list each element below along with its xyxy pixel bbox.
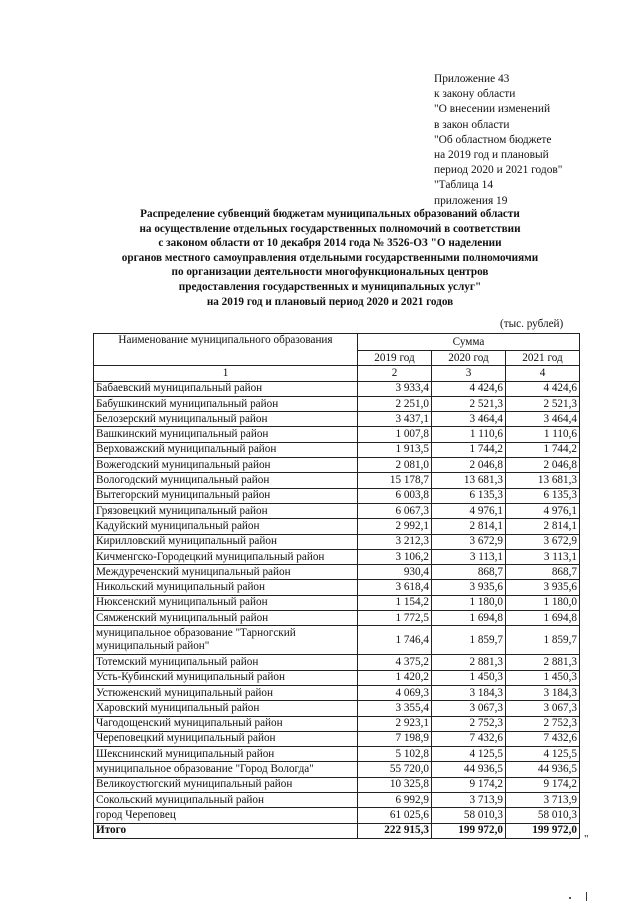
table-row [94, 808, 580, 823]
row-name-text: Великоустюгский муниципальный район [96, 778, 293, 791]
value-y2019: 10 325,8 [358, 777, 432, 792]
appendix-line: Приложение 43 [434, 73, 510, 85]
value-y2021: 4 424,6 [506, 381, 580, 396]
closing-quote: " [584, 833, 589, 845]
row-name-text: Харовский муниципальный район [96, 701, 260, 714]
table-row [94, 701, 580, 716]
row-name [94, 503, 358, 518]
row-name [94, 685, 358, 700]
value-y2020: 3 672,9 [432, 534, 506, 549]
table-row [94, 488, 580, 503]
scan-dot [569, 897, 571, 899]
row-name [94, 488, 358, 503]
value-y2019: 3 355,4 [358, 701, 432, 716]
row-name-text: муниципальное образование "Город Вологда" [96, 763, 314, 776]
value-y2019: 7 198,9 [358, 731, 432, 746]
table-row [94, 503, 580, 518]
row-name [94, 565, 358, 580]
table-row [94, 442, 580, 457]
value-y2019: 61 025,6 [358, 808, 432, 823]
value-y2020: 2 521,3 [432, 396, 506, 411]
value-y2020: 4 424,6 [432, 381, 506, 396]
value-y2021: 3 713,9 [506, 793, 580, 808]
value-y2021: 1 744,2 [506, 442, 580, 457]
title-line: на осуществление отдельных государственных полномочий в соответствии [139, 222, 521, 235]
header-row [94, 334, 580, 351]
value-y2021: 2 046,8 [506, 458, 580, 473]
value-y2020: 13 681,3 [432, 473, 506, 488]
header-year-2020: 2020 год [432, 351, 506, 366]
value-y2021: 2 814,1 [506, 519, 580, 534]
value-y2020: 3 713,9 [432, 793, 506, 808]
value-y2020: 1 450,3 [432, 670, 506, 685]
title-line: Распределение субвенций бюджетам муниципальных образований области [140, 208, 520, 220]
row-name-text: Усть-Кубинский муниципальный район [96, 671, 285, 684]
value-y2021: 1 180,0 [506, 595, 580, 610]
row-name-text: муниципальное образование "Тарногский муниципальный район" [96, 627, 296, 652]
value-y2019: 6 003,8 [358, 488, 432, 503]
row-name-text: Вологодский муниципальный район [96, 474, 270, 487]
table-row [94, 777, 580, 792]
title-line: органов местного самоуправления отдельными государственными полномочиями [121, 251, 539, 264]
table-row [94, 793, 580, 808]
value-y2021: 3 935,6 [506, 580, 580, 595]
value-y2019: 2 251,0 [358, 396, 432, 411]
value-y2021: 13 681,3 [506, 473, 580, 488]
value-y2020: 6 135,3 [432, 488, 506, 503]
row-name [94, 793, 358, 808]
row-name [94, 762, 358, 777]
table-row [94, 427, 580, 442]
table-row [94, 381, 580, 396]
value-y2021: 3 113,1 [506, 549, 580, 564]
row-name-text: Бабаевский муниципальный район [96, 382, 263, 395]
value-y2021: 3 672,9 [506, 534, 580, 549]
value-y2019: 4 069,3 [358, 685, 432, 700]
row-name-text: Белозерский муниципальный район [96, 412, 268, 425]
value-y2019: 55 720,0 [358, 762, 432, 777]
value-y2019: 3 618,4 [358, 580, 432, 595]
value-y2021: 9 174,2 [506, 777, 580, 792]
table-row [94, 534, 580, 549]
header-name: Наименование муниципального образования [94, 334, 358, 366]
value-y2019: 1 746,4 [358, 626, 432, 655]
appendix-line: в закон области [434, 118, 510, 131]
table-row [94, 655, 580, 670]
value-y2021: 2 521,3 [506, 396, 580, 411]
row-name-text: город Череповец [96, 808, 176, 821]
value-y2019: 1 420,2 [358, 670, 432, 685]
row-name [94, 716, 358, 731]
value-y2020: 868,7 [432, 565, 506, 580]
value-y2021: 7 432,6 [506, 731, 580, 746]
value-y2019: 3 437,1 [358, 412, 432, 427]
value-y2020: 1 744,2 [432, 442, 506, 457]
value-y2019: 3 212,3 [358, 534, 432, 549]
value-y2020: 2 046,8 [432, 458, 506, 473]
table-row [94, 731, 580, 746]
row-name-text: Междуреченский муниципальный район [96, 565, 291, 578]
table-row [94, 412, 580, 427]
row-name [94, 427, 358, 442]
row-name [94, 701, 358, 716]
row-name-text: Вашкинский муниципальный район [96, 428, 269, 441]
appendix-header [434, 72, 562, 209]
value-y2020: 3 935,6 [432, 580, 506, 595]
row-name-text: Вожегодский муниципальный район [96, 458, 271, 471]
value-y2020: 4 976,1 [432, 503, 506, 518]
row-name-text: Кирилловский муниципальный район [96, 535, 277, 548]
header-year-2021: 2021 год [506, 351, 580, 366]
scan-mark [586, 892, 587, 901]
row-name-text: Нюксенский муниципальный район [96, 596, 268, 609]
document-title [95, 207, 565, 309]
header-year-2019: 2019 год [358, 351, 432, 366]
row-name [94, 595, 358, 610]
row-name-text: Никольский муниципальный район [96, 581, 266, 594]
value-y2019: 5 102,8 [358, 747, 432, 762]
value-y2019: 1 007,8 [358, 427, 432, 442]
table-row [94, 565, 580, 580]
row-name-text: Шекснинский муниципальный район [96, 747, 275, 760]
total-y2021: 199 972,0 [506, 823, 580, 838]
value-y2020: 3 067,3 [432, 701, 506, 716]
value-y2021: 868,7 [506, 565, 580, 580]
row-name [94, 549, 358, 564]
value-y2019: 930,4 [358, 565, 432, 580]
value-y2019: 6 067,3 [358, 503, 432, 518]
title-line: с законом области от 10 декабря 2014 года № 3526-ОЗ "О наделении [158, 237, 502, 250]
appendix-line: период 2020 и 2021 годов" [434, 164, 563, 177]
total-row [94, 823, 580, 838]
column-numbers-row [94, 366, 580, 381]
value-y2020: 2 814,1 [432, 519, 506, 534]
header-sum: Сумма [358, 334, 580, 351]
value-y2021: 58 010,3 [506, 808, 580, 823]
value-y2020: 3 464,4 [432, 412, 506, 427]
row-name [94, 412, 358, 427]
col-number: 2 [358, 366, 432, 381]
value-y2021: 3 184,3 [506, 685, 580, 700]
value-y2019: 2 923,1 [358, 716, 432, 731]
value-y2021: 3 067,3 [506, 701, 580, 716]
row-name [94, 442, 358, 457]
value-y2021: 1 110,6 [506, 427, 580, 442]
total-y2020: 199 972,0 [432, 823, 506, 838]
row-name [94, 396, 358, 411]
table-row [94, 519, 580, 534]
value-y2019: 2 081,0 [358, 458, 432, 473]
value-y2021: 3 464,4 [506, 412, 580, 427]
table-row [94, 685, 580, 700]
value-y2020: 3 113,1 [432, 549, 506, 564]
appendix-line: на 2019 год и плановый [434, 149, 549, 162]
row-name-text: Сямженский муниципальный район [96, 611, 269, 624]
total-y2019: 222 915,3 [358, 823, 432, 838]
row-name [94, 670, 358, 685]
table-row [94, 670, 580, 685]
row-name [94, 534, 358, 549]
value-y2021: 4 125,5 [506, 747, 580, 762]
value-y2021: 1 450,3 [506, 670, 580, 685]
value-y2020: 9 174,2 [432, 777, 506, 792]
value-y2021: 1 859,7 [506, 626, 580, 655]
value-y2020: 1 110,6 [432, 427, 506, 442]
table-row [94, 458, 580, 473]
row-name-text: Грязовецкий муниципальный район [96, 504, 268, 517]
row-name-text: Сокольский муниципальный район [96, 793, 264, 806]
value-y2021: 6 135,3 [506, 488, 580, 503]
row-name-text: Вытегорский муниципальный район [96, 489, 271, 502]
col-number: 3 [432, 366, 506, 381]
row-name [94, 626, 358, 655]
value-y2020: 1 859,7 [432, 626, 506, 655]
title-line: по организации деятельности многофункциональных центров [171, 266, 489, 279]
row-name-text: Череповецкий муниципальный район [96, 732, 276, 745]
value-y2021: 2 881,3 [506, 655, 580, 670]
total-label: Итого [94, 823, 358, 838]
row-name-text: Тотемский муниципальный район [96, 655, 259, 668]
row-name [94, 580, 358, 595]
row-name [94, 611, 358, 626]
value-y2019: 6 992,9 [358, 793, 432, 808]
appendix-line: "Таблица 14 [434, 179, 494, 192]
row-name [94, 747, 358, 762]
value-y2019: 1 772,5 [358, 611, 432, 626]
value-y2019: 3 933,4 [358, 381, 432, 396]
row-name [94, 458, 358, 473]
appendix-line: приложения 19 [434, 194, 508, 207]
title-line: предоставления государственных и муниципальных услуг" [178, 280, 482, 293]
value-y2019: 4 375,2 [358, 655, 432, 670]
row-name-text: Верховажский муниципальный район [96, 443, 277, 456]
col-number: 4 [506, 366, 580, 381]
value-y2020: 2 752,3 [432, 716, 506, 731]
value-y2019: 1 154,2 [358, 595, 432, 610]
row-name-text: Устюженский муниципальный район [96, 686, 273, 699]
row-name [94, 473, 358, 488]
value-y2021: 4 976,1 [506, 503, 580, 518]
row-name-text: Кадуйский муниципальный район [96, 519, 260, 532]
value-y2020: 1 694,8 [432, 611, 506, 626]
table-row [94, 716, 580, 731]
row-name [94, 731, 358, 746]
table-row [94, 549, 580, 564]
table-row [94, 595, 580, 610]
table-row [94, 396, 580, 411]
appendix-line: к закону области [434, 88, 516, 101]
title-line: на 2019 год и плановый период 2020 и 2021 годов [206, 295, 454, 308]
table-row [94, 580, 580, 595]
value-y2020: 4 125,5 [432, 747, 506, 762]
appendix-line: "Об областном бюджете [434, 133, 552, 146]
value-y2019: 1 913,5 [358, 442, 432, 457]
value-y2019: 15 178,7 [358, 473, 432, 488]
row-name [94, 808, 358, 823]
row-name [94, 381, 358, 396]
value-y2019: 3 106,2 [358, 549, 432, 564]
row-name-text: Чагодощенский муниципальный район [96, 717, 283, 730]
row-name-text: Кичменгско-Городецкий муниципальный район [96, 550, 325, 563]
value-y2020: 44 936,5 [432, 762, 506, 777]
value-y2020: 1 180,0 [432, 595, 506, 610]
value-y2020: 7 432,6 [432, 731, 506, 746]
table-row [94, 473, 580, 488]
row-name-text: Бабушкинский муниципальный район [96, 397, 279, 410]
row-name [94, 777, 358, 792]
table-row [94, 747, 580, 762]
value-y2021: 1 694,8 [506, 611, 580, 626]
table-row [94, 611, 580, 626]
row-name [94, 655, 358, 670]
table-row [94, 626, 580, 655]
appendix-line: "О внесении изменений [434, 103, 551, 116]
col-number: 1 [94, 366, 358, 381]
value-y2020: 3 184,3 [432, 685, 506, 700]
value-y2021: 44 936,5 [506, 762, 580, 777]
value-y2020: 2 881,3 [432, 655, 506, 670]
units-label: (тыс. рублей) [500, 318, 564, 330]
value-y2020: 58 010,3 [432, 808, 506, 823]
value-y2019: 2 992,1 [358, 519, 432, 534]
value-y2021: 2 752,3 [506, 716, 580, 731]
subsidy-table [93, 333, 580, 839]
table-row [94, 762, 580, 777]
row-name [94, 519, 358, 534]
